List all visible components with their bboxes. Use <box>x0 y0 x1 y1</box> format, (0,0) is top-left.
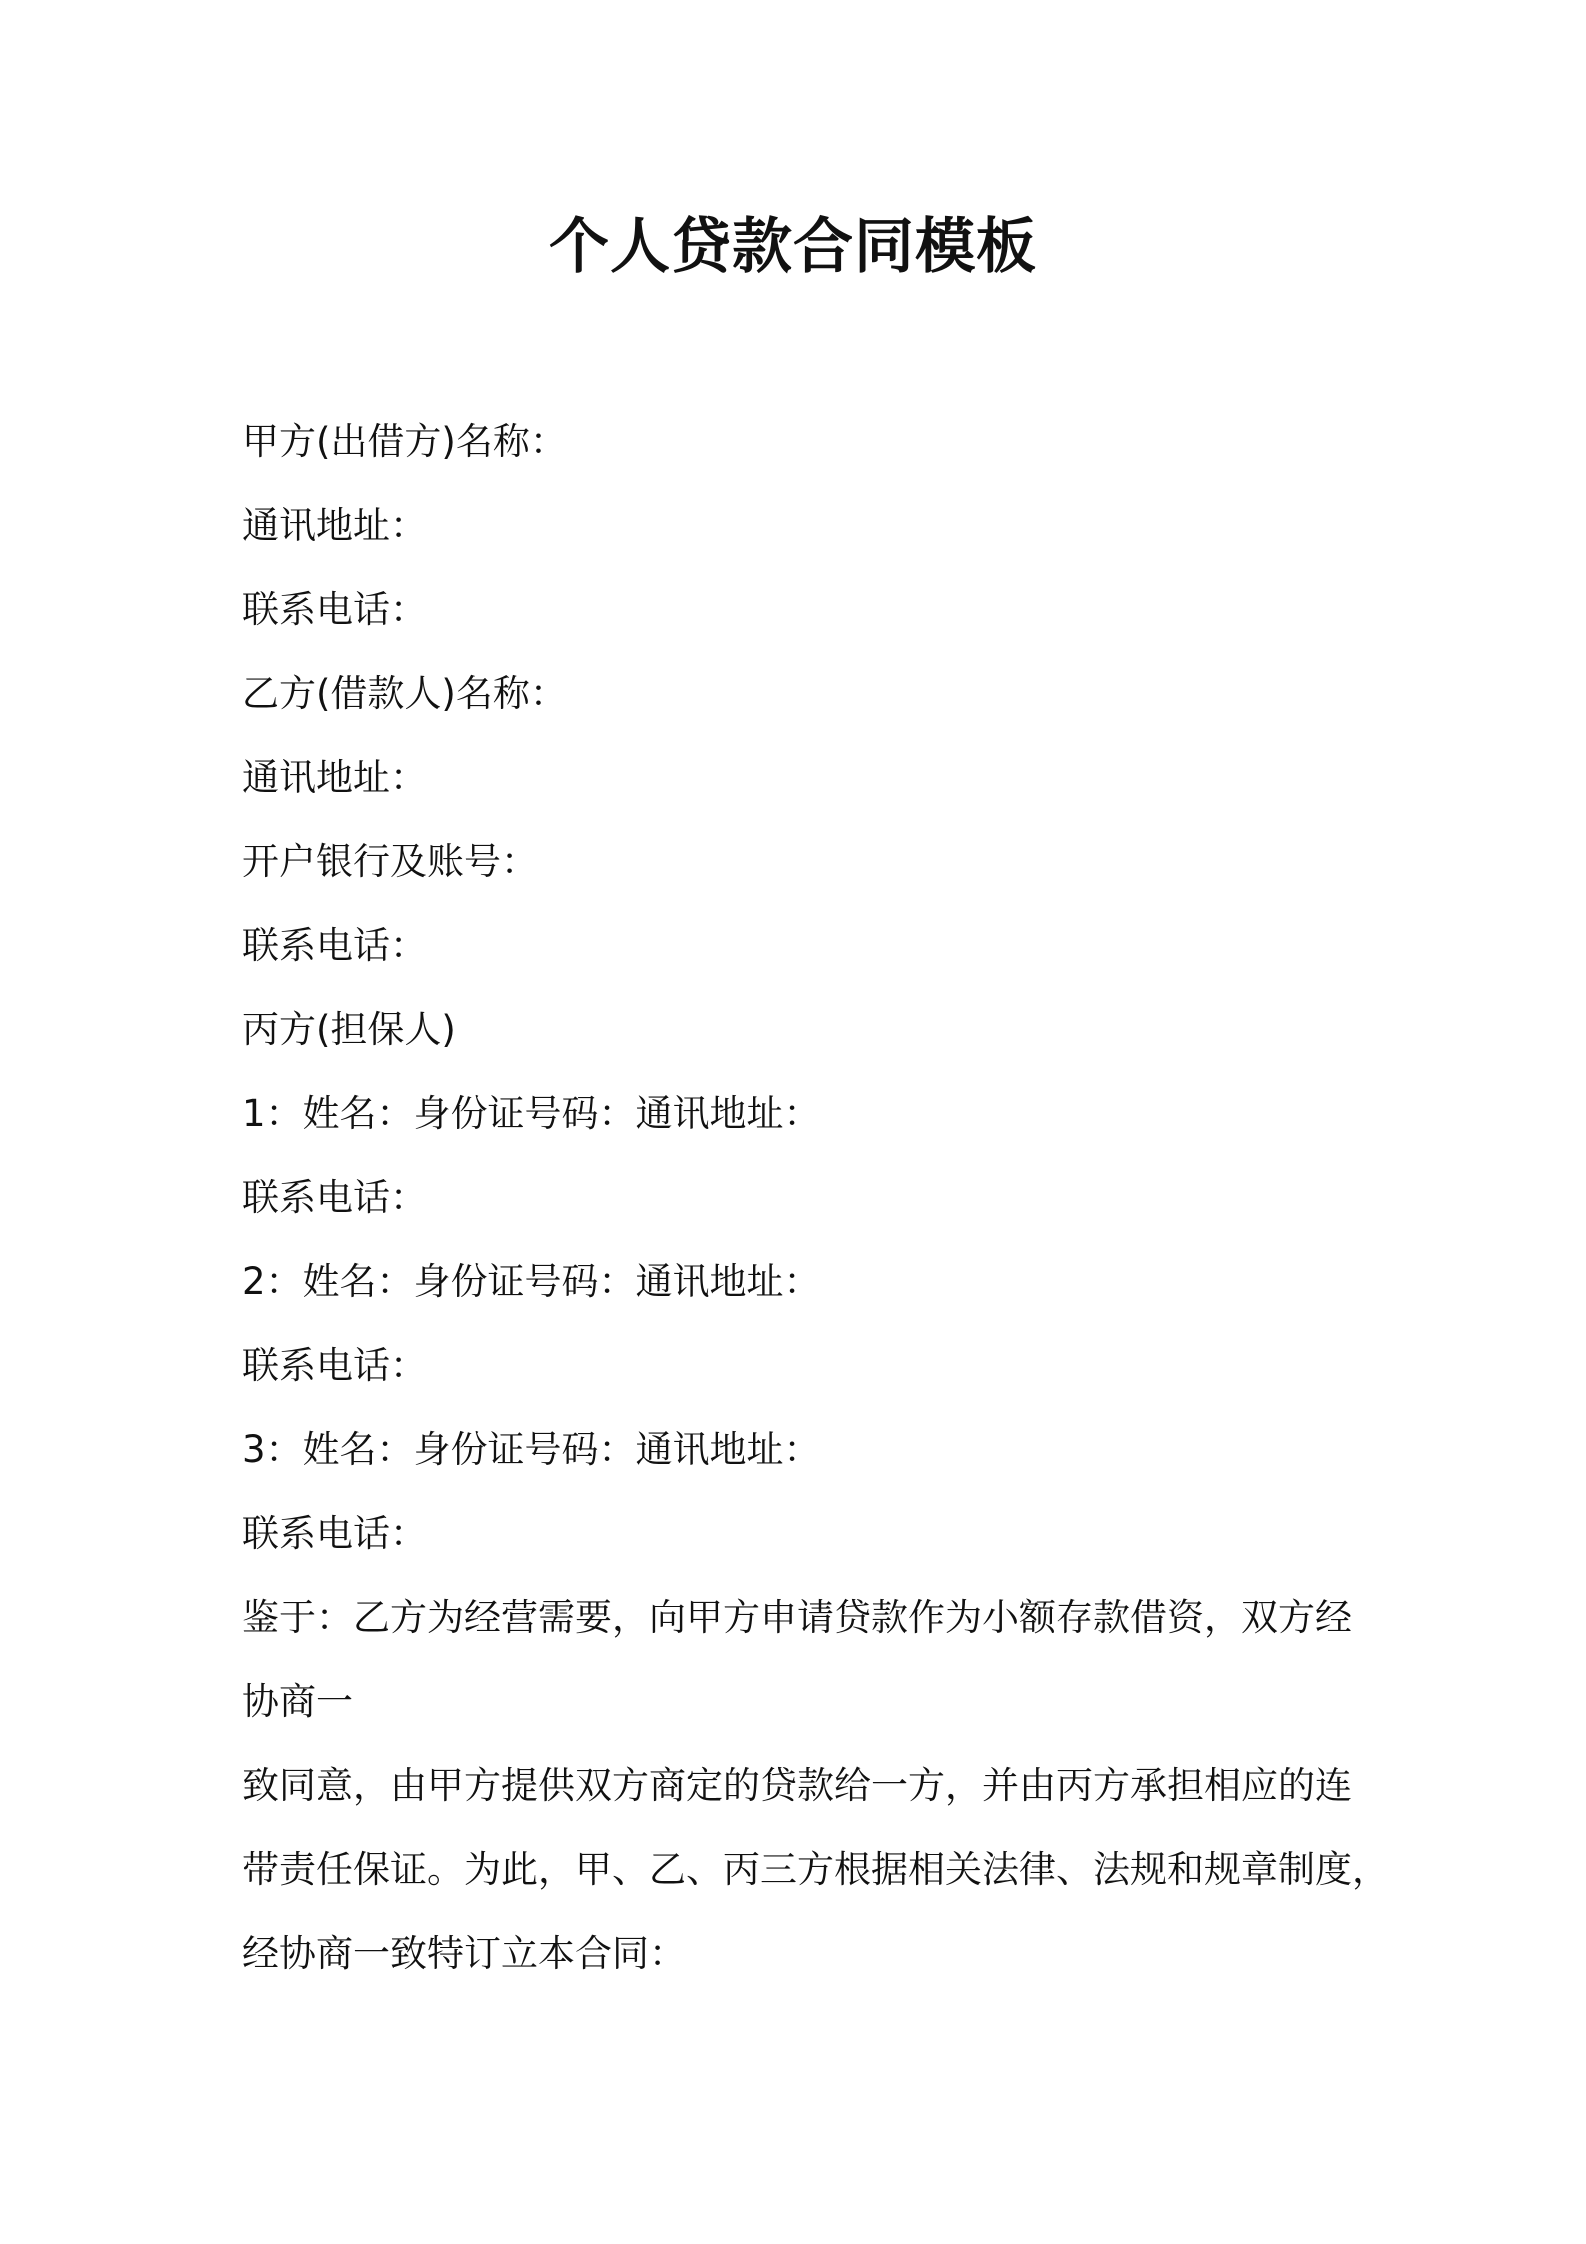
guarantor-2-phone-label: 联系电话： <box>242 1344 427 1387</box>
recital-line-4: 带责任保证。为此，甲、乙、丙三方根据相关法律、法规和规章制度， <box>242 1848 1389 1891</box>
party-a-address-label: 通讯地址： <box>242 504 427 547</box>
recital-line-5: 经协商一致特订立本合同： <box>242 1932 686 1975</box>
recital-line-3: 致同意，由甲方提供双方商定的贷款给一方，并由丙方承担相应的连 <box>242 1764 1352 1807</box>
party-b-phone-label: 联系电话： <box>242 924 427 967</box>
guarantor-3-phone-label: 联系电话： <box>242 1512 427 1555</box>
party-a-name-label: 甲方(出借方)名称： <box>242 420 567 463</box>
recital-line-1: 鉴于：乙方为经营需要，向甲方申请贷款作为小额存款借资，双方经 <box>242 1596 1352 1639</box>
guarantor-3-info-label: 3：姓名：身份证号码：通讯地址： <box>242 1428 821 1471</box>
recital-line-2: 协商一 <box>242 1680 353 1723</box>
guarantor-1-info-label: 1：姓名：身份证号码：通讯地址： <box>242 1092 821 1135</box>
party-c-heading: 丙方(担保人) <box>242 1008 456 1051</box>
party-b-bank-account-label: 开户银行及账号： <box>242 840 538 883</box>
guarantor-2-info-label: 2：姓名：身份证号码：通讯地址： <box>242 1260 821 1303</box>
guarantor-1-phone-label: 联系电话： <box>242 1176 427 1219</box>
document-title: 个人贷款合同模板 <box>549 212 1037 282</box>
party-b-name-label: 乙方(借款人)名称： <box>242 672 567 715</box>
document-body <box>242 400 1389 1996</box>
party-a-phone-label: 联系电话： <box>242 588 427 631</box>
party-b-address-label: 通讯地址： <box>242 756 427 799</box>
